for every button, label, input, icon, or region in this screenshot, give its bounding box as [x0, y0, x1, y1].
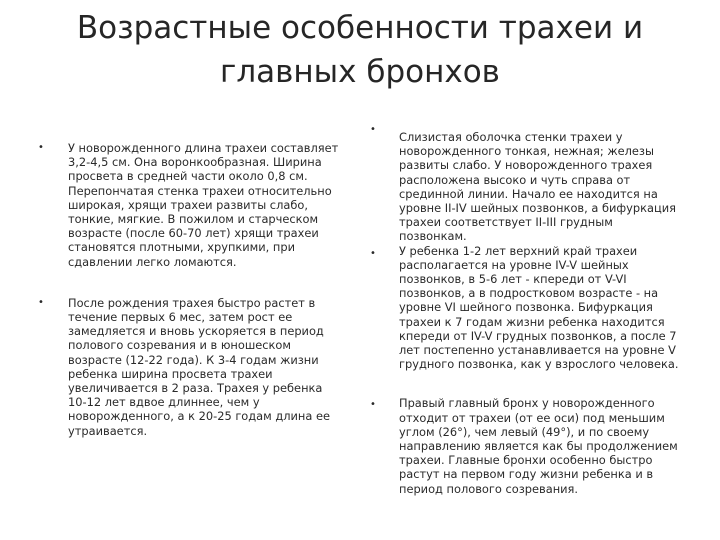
list-item [362, 396, 682, 495]
title-line-2: главных бронхов [220, 54, 500, 90]
list-item-text: У ребенка 1-2 лет верхний край трахеи располагается на уровне IV-V шейных позвонков, в 5-6 лет - кпереди от V-VI позвонков, а в подростковом возрасте - на уровне VI шейного позвонка. Бифуркация трахеи к 7 годам жизни ребенка находится кпереди от IV-V грудных позвонков, а после 7 лет постепенно устанавливается на уровне V грудного позвонка, как у взрослого человека. [399, 243, 679, 372]
right-column [362, 124, 682, 496]
bullet-icon: • [370, 124, 376, 135]
left-column [30, 141, 342, 438]
bullet-icon: • [370, 399, 376, 411]
list-item-text: После рождения трахея быстро растет в течение первых 6 мес, затем рост ее замедляется и вновь ускоряется в период полового созревания и в юношеском возрасте (12-22 года). К 3-4 годам жизни ребенка ширина просвета трахеи увеличивается в 2 раза. Трахея у ребенка 10-12 лет вдвое длиннее, чем у новорожденного, а к 20-25 годам длина ее утраивается. [68, 295, 330, 438]
title-line-1: Возрастные особенности трахеи и [76, 10, 644, 46]
page-title [40, 6, 680, 94]
bullet-icon: • [38, 296, 44, 308]
list-item [30, 141, 342, 269]
list-item-text: Слизистая оболочка стенки трахеи у новорожденного тонкая, нежная; железы развиты слабо. У новорожденного трахея расположена высоко и чуть справа от срединной линии. Начало ее находится на уровне II-IV шейных позвонков, а бифуркация трахеи соответствует II-III грудным позвонкам. [399, 130, 676, 244]
bullet-icon: • [370, 247, 376, 259]
bullet-icon: • [38, 142, 44, 153]
list-item-text: Правый главный бронх у новорожденного отходит от трахеи (от ее оси) под меньшим углом (26°), чем левый (49°), и по своему направлению является как бы продолжением трахеи. Главные бронхи особенно быстро растут на первом году жизни ребенка и в период полового созревания. [399, 396, 678, 496]
list-item [362, 244, 682, 372]
list-item [362, 124, 682, 244]
list-item [30, 296, 342, 438]
list-item-text: У новорожденного длина трахеи составляет 3,2-4,5 см. Она воронкообразная. Ширина просвета в средней части около 0,8 см. Перепончатая стенка трахеи относительно широкая, хрящи трахеи развиты слабо, тонкие, мягкие. В пожилом и старческом возрасте (после 60-70 лет) хрящи трахеи становятся плотными, хрупкими, при сдавлении легко ломаются. [68, 141, 339, 269]
